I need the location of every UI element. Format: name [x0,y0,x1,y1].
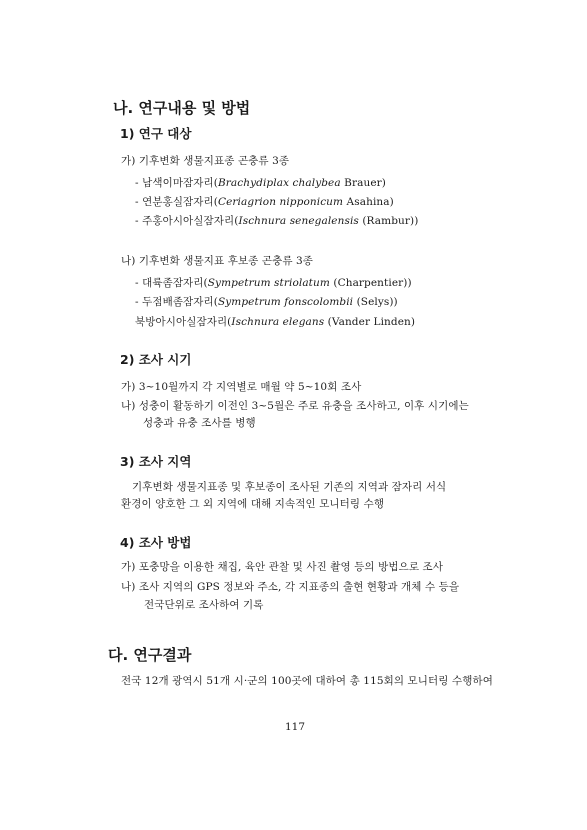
subjects-group-indicator: 가) 기후변화 생물지표종 곤충류 3종 [121,155,290,167]
species-item [135,178,386,189]
subsection-heading-subjects: 1) 연구 대상 [120,126,192,141]
species-item [135,317,415,328]
species-author: Brauer) [340,177,386,189]
subsection-heading-method: 4) 조사 방법 [120,535,192,550]
subjects-group-candidate: 나) 기후변화 생물지표 후보종 곤충류 3종 [121,255,314,267]
method-line: 나) 조사 지역의 GPS 정보와 주소, 각 지표종의 출현 현황과 개체 수 등을 [121,581,460,593]
species-scientific-name: Sympetrum striolatum [207,277,330,289]
species-author: (Vander Linden) [324,316,416,328]
species-scientific-name: Ceriagrion nipponicum [217,196,344,208]
region-line: 환경이 양호한 그 외 지역에 대해 지속적인 모니터링 수행 [121,498,385,510]
period-line: 나) 성충이 활동하기 이전인 3~5월은 주로 유충을 조사하고, 이후 시기에는 [121,400,469,412]
species-korean-name: - 주홍아시아실잠자리( [135,215,239,227]
method-line: 가) 포충망을 이용한 채집, 육안 관찰 및 사진 촬영 등의 방법으로 조사 [121,561,444,573]
species-item [135,297,398,308]
section-heading-methods: 나. 연구내용 및 방법 [113,99,251,117]
species-korean-name: - 두점배좀잠자리( [135,296,218,308]
species-author: Asahina) [343,196,394,208]
method-line: 전국단위로 조사하여 기록 [144,599,264,611]
section-heading-results: 다. 연구결과 [108,646,192,664]
species-item [135,278,412,289]
period-line: 성충과 유충 조사를 병행 [143,417,256,429]
species-scientific-name: Brachydiplax chalybea [217,177,341,189]
page-number: 117 [285,721,306,733]
species-author: (Selys)) [353,296,398,308]
species-korean-name: - 대륙좀잠자리( [135,277,208,289]
species-korean-name: 북방아시아실잠자리( [135,316,232,328]
species-author: (Charpentier)) [329,277,412,289]
species-item [135,197,394,208]
region-line: 기후변화 생물지표종 및 후보종이 조사된 기존의 지역과 잠자리 서식 [132,481,447,493]
subsection-heading-region: 3) 조사 지역 [120,454,192,469]
species-author: (Rambur)) [358,215,419,227]
subsection-heading-period: 2) 조사 시기 [120,352,192,367]
species-scientific-name: Ischnura senegalensis [238,215,359,227]
results-body: 전국 12개 광역시 51개 시·군의 100곳에 대하여 총 115회의 모니터링 수행하여 [121,675,493,687]
species-scientific-name: Sympetrum fonscolombii [217,296,354,308]
period-line: 가) 3~10월까지 각 지역별로 매월 약 5~10회 조사 [121,381,362,393]
species-korean-name: - 남색이마잠자리( [135,177,218,189]
species-korean-name: - 연분홍실잠자리( [135,196,218,208]
species-scientific-name: Ischnura elegans [231,316,325,328]
species-item [135,216,418,227]
